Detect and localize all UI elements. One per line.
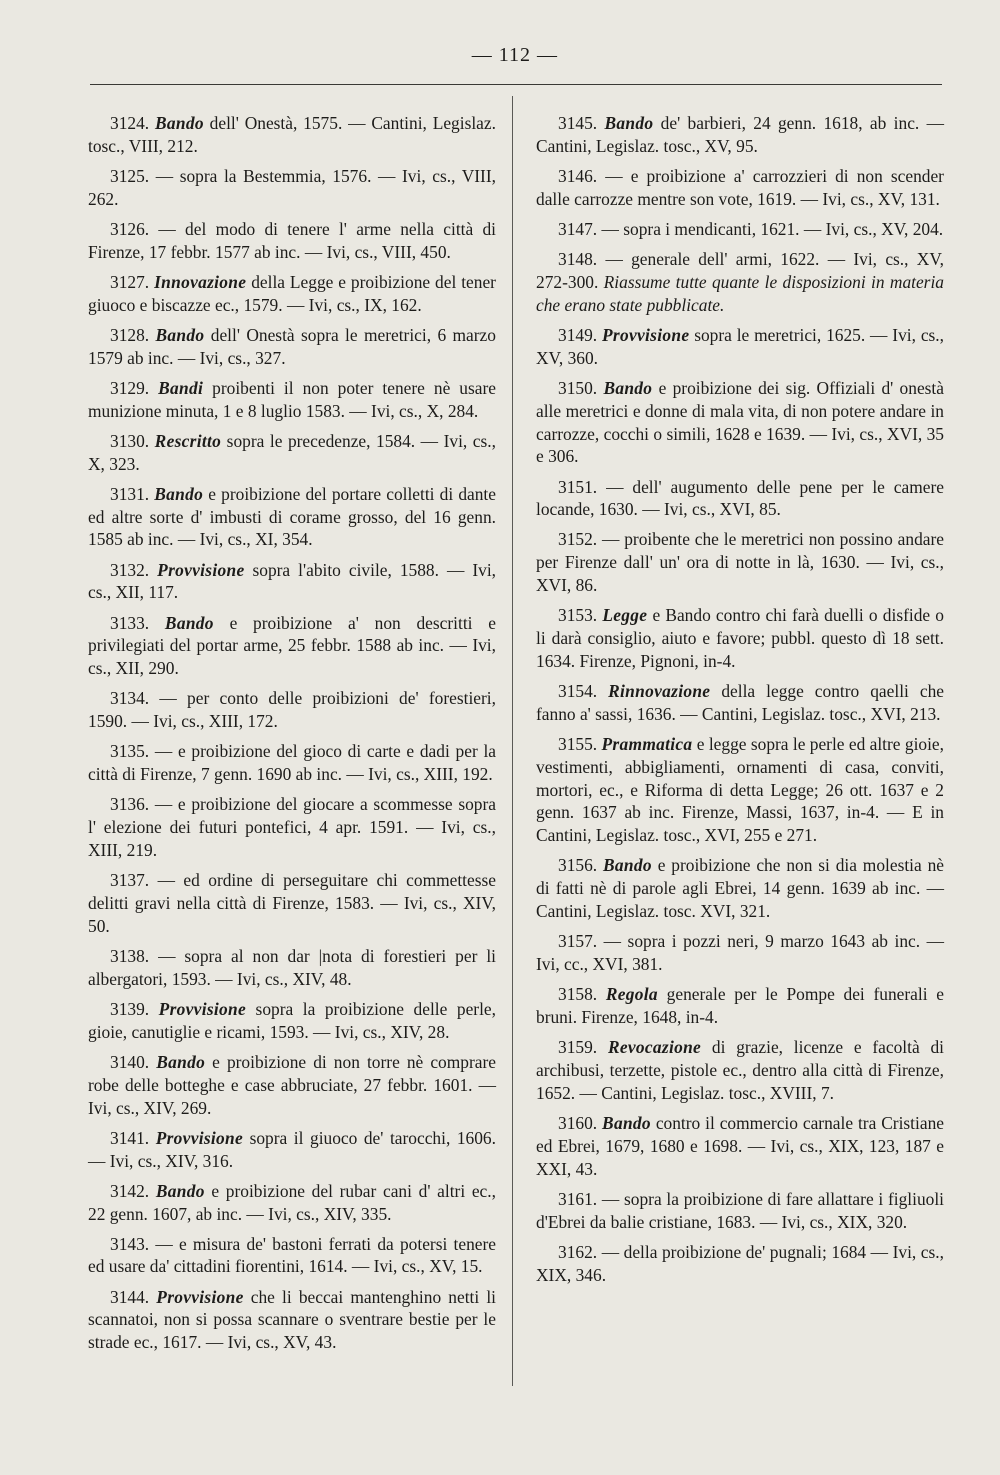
entry-number: 3153.	[558, 605, 598, 626]
entry-number: 3159.	[558, 1037, 598, 1058]
catalog-entry	[536, 112, 944, 158]
catalog-entry	[536, 680, 944, 726]
entry-number: 3151.	[558, 476, 598, 497]
entry-text: — e proibizione del gioco di carte e dadi per la città di Firenze, 7 genn. 1690 ab inc. — Ivi, cs., XIII, 192.	[88, 741, 497, 785]
entry-number: 3161.	[558, 1188, 598, 1209]
catalog-entry	[88, 612, 496, 680]
entry-text: che li beccai mantenghino netti li scannatoi, non si possa scannare o sventrare bestie per le strade ec., 1617. — Ivi, cs., XV, 43.	[88, 1286, 496, 1353]
entry-heading: Bando	[602, 1112, 651, 1133]
entry-heading: Bando	[603, 855, 652, 876]
entry-number: 3156.	[558, 855, 598, 876]
entry-heading: Provvisione	[155, 1127, 244, 1148]
entry-number: 3137.	[110, 870, 150, 891]
catalog-entry	[536, 324, 944, 370]
entry-number: 3158.	[558, 984, 598, 1005]
entry-text: sopra il giuoco de' tarocchi, 1606. — Ivi, cs., XIV, 316.	[88, 1127, 496, 1171]
entry-number: 3152.	[558, 529, 598, 550]
catalog-entry	[536, 1036, 944, 1104]
catalog-entry	[536, 604, 944, 672]
column-divider	[512, 96, 513, 1386]
entry-number: 3135.	[110, 741, 150, 762]
entry-text: — sopra i mendicanti, 1621. — Ivi, cs., XV, 204.	[601, 218, 944, 239]
catalog-entry	[88, 740, 496, 786]
entry-number: 3162.	[558, 1241, 598, 1262]
entry-number: 3160.	[558, 1112, 598, 1133]
entry-heading: Bando	[156, 1051, 206, 1072]
entry-text: — sopra i pozzi neri, 9 marzo 1643 ab inc. — Ivi, cc., XVI, 381.	[536, 931, 944, 974]
entry-heading: Rinnovazione	[608, 681, 711, 702]
catalog-entry	[88, 1051, 496, 1119]
entry-number: 3140.	[110, 1051, 150, 1072]
right-column	[536, 112, 944, 1294]
entry-text: — generale dell' armi, 1622. — Ivi, cs., XV, 272-300.	[536, 249, 945, 292]
entry-number: 3127.	[110, 271, 150, 292]
entry-number: 3138.	[110, 945, 150, 966]
catalog-entry	[536, 528, 944, 596]
entry-number: 3130.	[110, 430, 150, 451]
entry-number: 3155.	[558, 734, 598, 755]
entry-text: — ed ordine di perseguitare chi commettesse delitti gravi nella città di Firenze, 1583. — Ivi, cs., XIV, 50.	[88, 870, 496, 936]
entry-heading: Legge	[602, 605, 648, 626]
entry-number: 3129.	[110, 377, 150, 398]
entry-number: 3147.	[558, 218, 598, 239]
entry-number: 3144.	[110, 1286, 150, 1307]
left-column	[88, 112, 496, 1361]
entry-number: 3148.	[558, 249, 598, 270]
entry-text: e proibizione che non si dia molestia nè di fatti nè di parole agli Ebrei, 14 genn. 1639 ab inc. — Cantini, Legislaz. tosc. XVI, 321.	[536, 855, 944, 921]
catalog-entry	[536, 1188, 944, 1234]
catalog-entry	[88, 1286, 496, 1354]
entry-text: contro il commercio carnale tra Cristiane ed Ebrei, 1679, 1680 e 1698. — Ivi, cs., XIX, 123, 187 e XXI, 43.	[536, 1112, 944, 1179]
entry-text: e Bando contro chi farà duelli o disfide o li darà consiglio, aiuto e favore; pubbl. questo dì 18 sett. 1634. Firenze, Pignoni, in-4.	[536, 605, 944, 671]
catalog-entry	[88, 271, 496, 317]
entry-text: generale per le Pompe dei funerali e bruni. Firenze, 1648, in-4.	[536, 984, 944, 1027]
entry-text: sopra la proibizione delle perle, gioie, canutiglie e ricami, 1593. — Ivi, cs., XIV, 28.	[88, 998, 496, 1042]
catalog-entry	[88, 165, 496, 211]
entry-number: 3128.	[110, 324, 150, 345]
catalog-entry	[536, 218, 944, 241]
entry-text: sopra le precedenze, 1584. — Ivi, cs., X, 323.	[88, 430, 496, 474]
entry-note: Riassume tutte quante le disposizioni in materia che erano state pubblicate.	[536, 271, 944, 315]
catalog-entry	[88, 430, 496, 476]
catalog-entry	[536, 1112, 944, 1180]
entry-number: 3142.	[110, 1180, 150, 1201]
entry-heading: Bandi	[158, 377, 204, 398]
catalog-entry	[88, 559, 496, 605]
entry-text: e legge sopra le perle ed altre gioie, vestimenti, abbigliamenti, ornamenti di casa, conviti, mortori, ec., e Riforma di detta Legge; 26 ott. 1637 e 2 genn. 1637 ab inc. Firenze, Massi, 1637, in-4. — E in Cantini, Legislaz. tosc., XVI, 255 e 271.	[536, 734, 944, 846]
catalog-entry	[88, 869, 496, 937]
entry-heading: Bando	[603, 377, 653, 398]
entry-text: — e misura de' bastoni ferrati da potersi tenere ed usare da' cittadini fiorentini, 1614. — Ivi, cs., XV, 15.	[88, 1233, 496, 1277]
entry-number: 3134.	[110, 688, 150, 709]
entry-text: dell' Onestà sopra le meretrici, 6 marzo 1579 ab inc. — Ivi, cs., 327.	[88, 324, 496, 368]
entry-number: 3154.	[558, 681, 598, 702]
entry-text: e proibizione a' non descritti e privilegiati del portar arme, 25 febbr. 1588 ab inc. — Ivi, cs., XII, 290.	[88, 612, 496, 679]
catalog-entry	[88, 324, 496, 370]
entry-heading: Bando	[604, 113, 654, 133]
entry-text: sopra le meretrici, 1625. — Ivi, cs., XV, 360.	[536, 324, 944, 368]
entry-number: 3131.	[110, 483, 150, 504]
entry-number: 3124.	[110, 113, 150, 133]
entry-text: della Legge e proibizione del tener giuoco e biscazze ec., 1579. — Ivi, cs., IX, 162.	[88, 271, 496, 315]
entry-heading: Revocazione	[607, 1037, 702, 1058]
entry-text: — del modo di tenere l' arme nella città di Firenze, 17 febbr. 1577 ab inc. — Ivi, cs., VIII, 450.	[88, 218, 496, 262]
entry-heading: Innovazione	[154, 271, 247, 292]
entry-text: e proibizione dei sig. Offiziali d' onestà alle meretrici e donne di mala vita, di non potere andare in carrozze, cocchi o simili, 1628 e 1639. — Ivi, cs., XVI, 35 e 306.	[536, 377, 944, 467]
entry-heading: Provvisione	[602, 324, 690, 345]
catalog-entry	[88, 112, 496, 158]
catalog-entry	[536, 930, 944, 976]
catalog-entry	[536, 983, 944, 1029]
entry-text: sopra l'abito civile, 1588. — Ivi, cs., XII, 117.	[88, 559, 496, 603]
entry-heading: Provvisione	[158, 998, 247, 1019]
catalog-entry	[88, 687, 496, 733]
entry-text: — proibente che le meretrici non possino andare per Firenze dall' un' ora di notte in là, 1630. — Ivi, cs., XVI, 86.	[536, 529, 945, 596]
entry-text: della legge contro qaelli che fanno a' sassi, 1636. — Cantini, Legislaz. tosc., XVI, 213.	[536, 681, 944, 724]
entry-number: 3136.	[110, 794, 150, 815]
catalog-entry	[536, 854, 944, 922]
catalog-entry	[88, 998, 496, 1044]
entry-number: 3133.	[110, 612, 150, 633]
catalog-entry	[536, 377, 944, 468]
page-number: — 112 —	[471, 44, 558, 66]
entry-text: — e proibizione a' carrozzieri di non scender dalle carrozze mentre son vote, 1619. — Ivi, cs., XV, 131.	[536, 165, 944, 209]
catalog-entry	[88, 1180, 496, 1226]
entry-text: — dell' augumento delle pene per le camere locande, 1630. — Ivi, cs., XVI, 85.	[536, 476, 944, 520]
entry-text: di grazie, licenze e facoltà di archibusi, terzette, pistole ec., dentro alla città di Firenze, 1652. — Cantini, Legislaz. tosc., XVIII, 7.	[536, 1037, 944, 1103]
entry-text: e proibizione di non torre nè comprare robe delle botteghe e case abbruciate, 27 febbr. 1601. — Ivi, cs., XIV, 269.	[88, 1051, 496, 1118]
catalog-entry	[88, 1233, 496, 1279]
entry-text: — sopra la Bestemmia, 1576. — Ivi, cs., VIII, 262.	[88, 165, 496, 209]
entry-number: 3150.	[558, 377, 598, 398]
entry-text: — e proibizione del giocare a scommesse sopra l' elezione dei futuri pontefici, 4 apr. 1591. — Ivi, cs., XIII, 219.	[88, 794, 496, 860]
catalog-entry	[536, 165, 944, 211]
entry-text: — per conto delle proibizioni de' forestieri, 1590. — Ivi, cs., XIII, 172.	[88, 688, 496, 732]
entry-heading: Provvisione	[156, 1286, 244, 1307]
entry-number: 3126.	[110, 218, 150, 239]
entry-number: 3139.	[110, 998, 150, 1019]
entry-text: — della proibizione de' pugnali; 1684 — Ivi, cs., XIX, 346.	[536, 1241, 944, 1285]
entry-text: dell' Onestà, 1575. — Cantini, Legislaz. tosc., VIII, 212.	[88, 113, 496, 156]
entry-text: proibenti il non poter tenere nè usare munizione minuta, 1 e 8 luglio 1583. — Ivi, cs., X, 284.	[88, 377, 496, 421]
catalog-entry	[536, 248, 944, 316]
entry-text: de' barbieri, 24 genn. 1618, ab inc. — Cantini, Legislaz. tosc., XV, 95.	[536, 113, 944, 156]
entry-heading: Rescritto	[154, 430, 222, 451]
entry-heading: Regola	[605, 984, 658, 1005]
catalog-entry	[88, 483, 496, 551]
entry-heading: Provvisione	[157, 559, 245, 580]
entry-text: e proibizione del rubar cani d' altri ec., 22 genn. 1607, ab inc. — Ivi, cs., XIV, 335.	[88, 1180, 496, 1224]
entry-number: 3149.	[558, 324, 598, 345]
catalog-entry	[88, 1127, 496, 1173]
catalog-entry	[536, 1241, 944, 1287]
entry-text: e proibizione del portare colletti di dante ed altre sorte d' imbusti di corame grosso, del 16 genn. 1585 ab inc. — Ivi, cs., XI, 354.	[88, 483, 496, 550]
entry-heading: Bando	[155, 1180, 205, 1201]
entry-text: — sopra al non dar |nota di forestieri per li albergatori, 1593. — Ivi, cs., XIV, 48.	[88, 945, 496, 989]
catalog-entry	[88, 945, 496, 991]
entry-heading: Bando	[155, 324, 205, 345]
catalog-entry	[536, 733, 944, 847]
entry-number: 3132.	[110, 559, 150, 580]
entry-heading: Prammatica	[601, 734, 693, 755]
entry-number: 3157.	[558, 931, 598, 952]
entry-number: 3145.	[558, 113, 598, 133]
catalog-entry	[88, 377, 496, 423]
entry-heading: Bando	[164, 612, 214, 633]
entry-number: 3125.	[110, 165, 150, 186]
catalog-entry	[88, 793, 496, 861]
entry-number: 3146.	[558, 165, 598, 186]
entry-number: 3141.	[110, 1127, 150, 1148]
entry-heading: Bando	[154, 483, 204, 504]
entry-number: 3143.	[110, 1233, 150, 1254]
entry-text: — sopra la proibizione di fare allattare i figliuoli d'Ebrei da balie cristiane, 1683. — Ivi, cs., XIX, 320.	[536, 1188, 945, 1232]
catalog-entry	[88, 218, 496, 264]
header-rule	[90, 84, 942, 85]
entry-heading: Bando	[154, 113, 204, 133]
catalog-entry	[536, 476, 944, 522]
